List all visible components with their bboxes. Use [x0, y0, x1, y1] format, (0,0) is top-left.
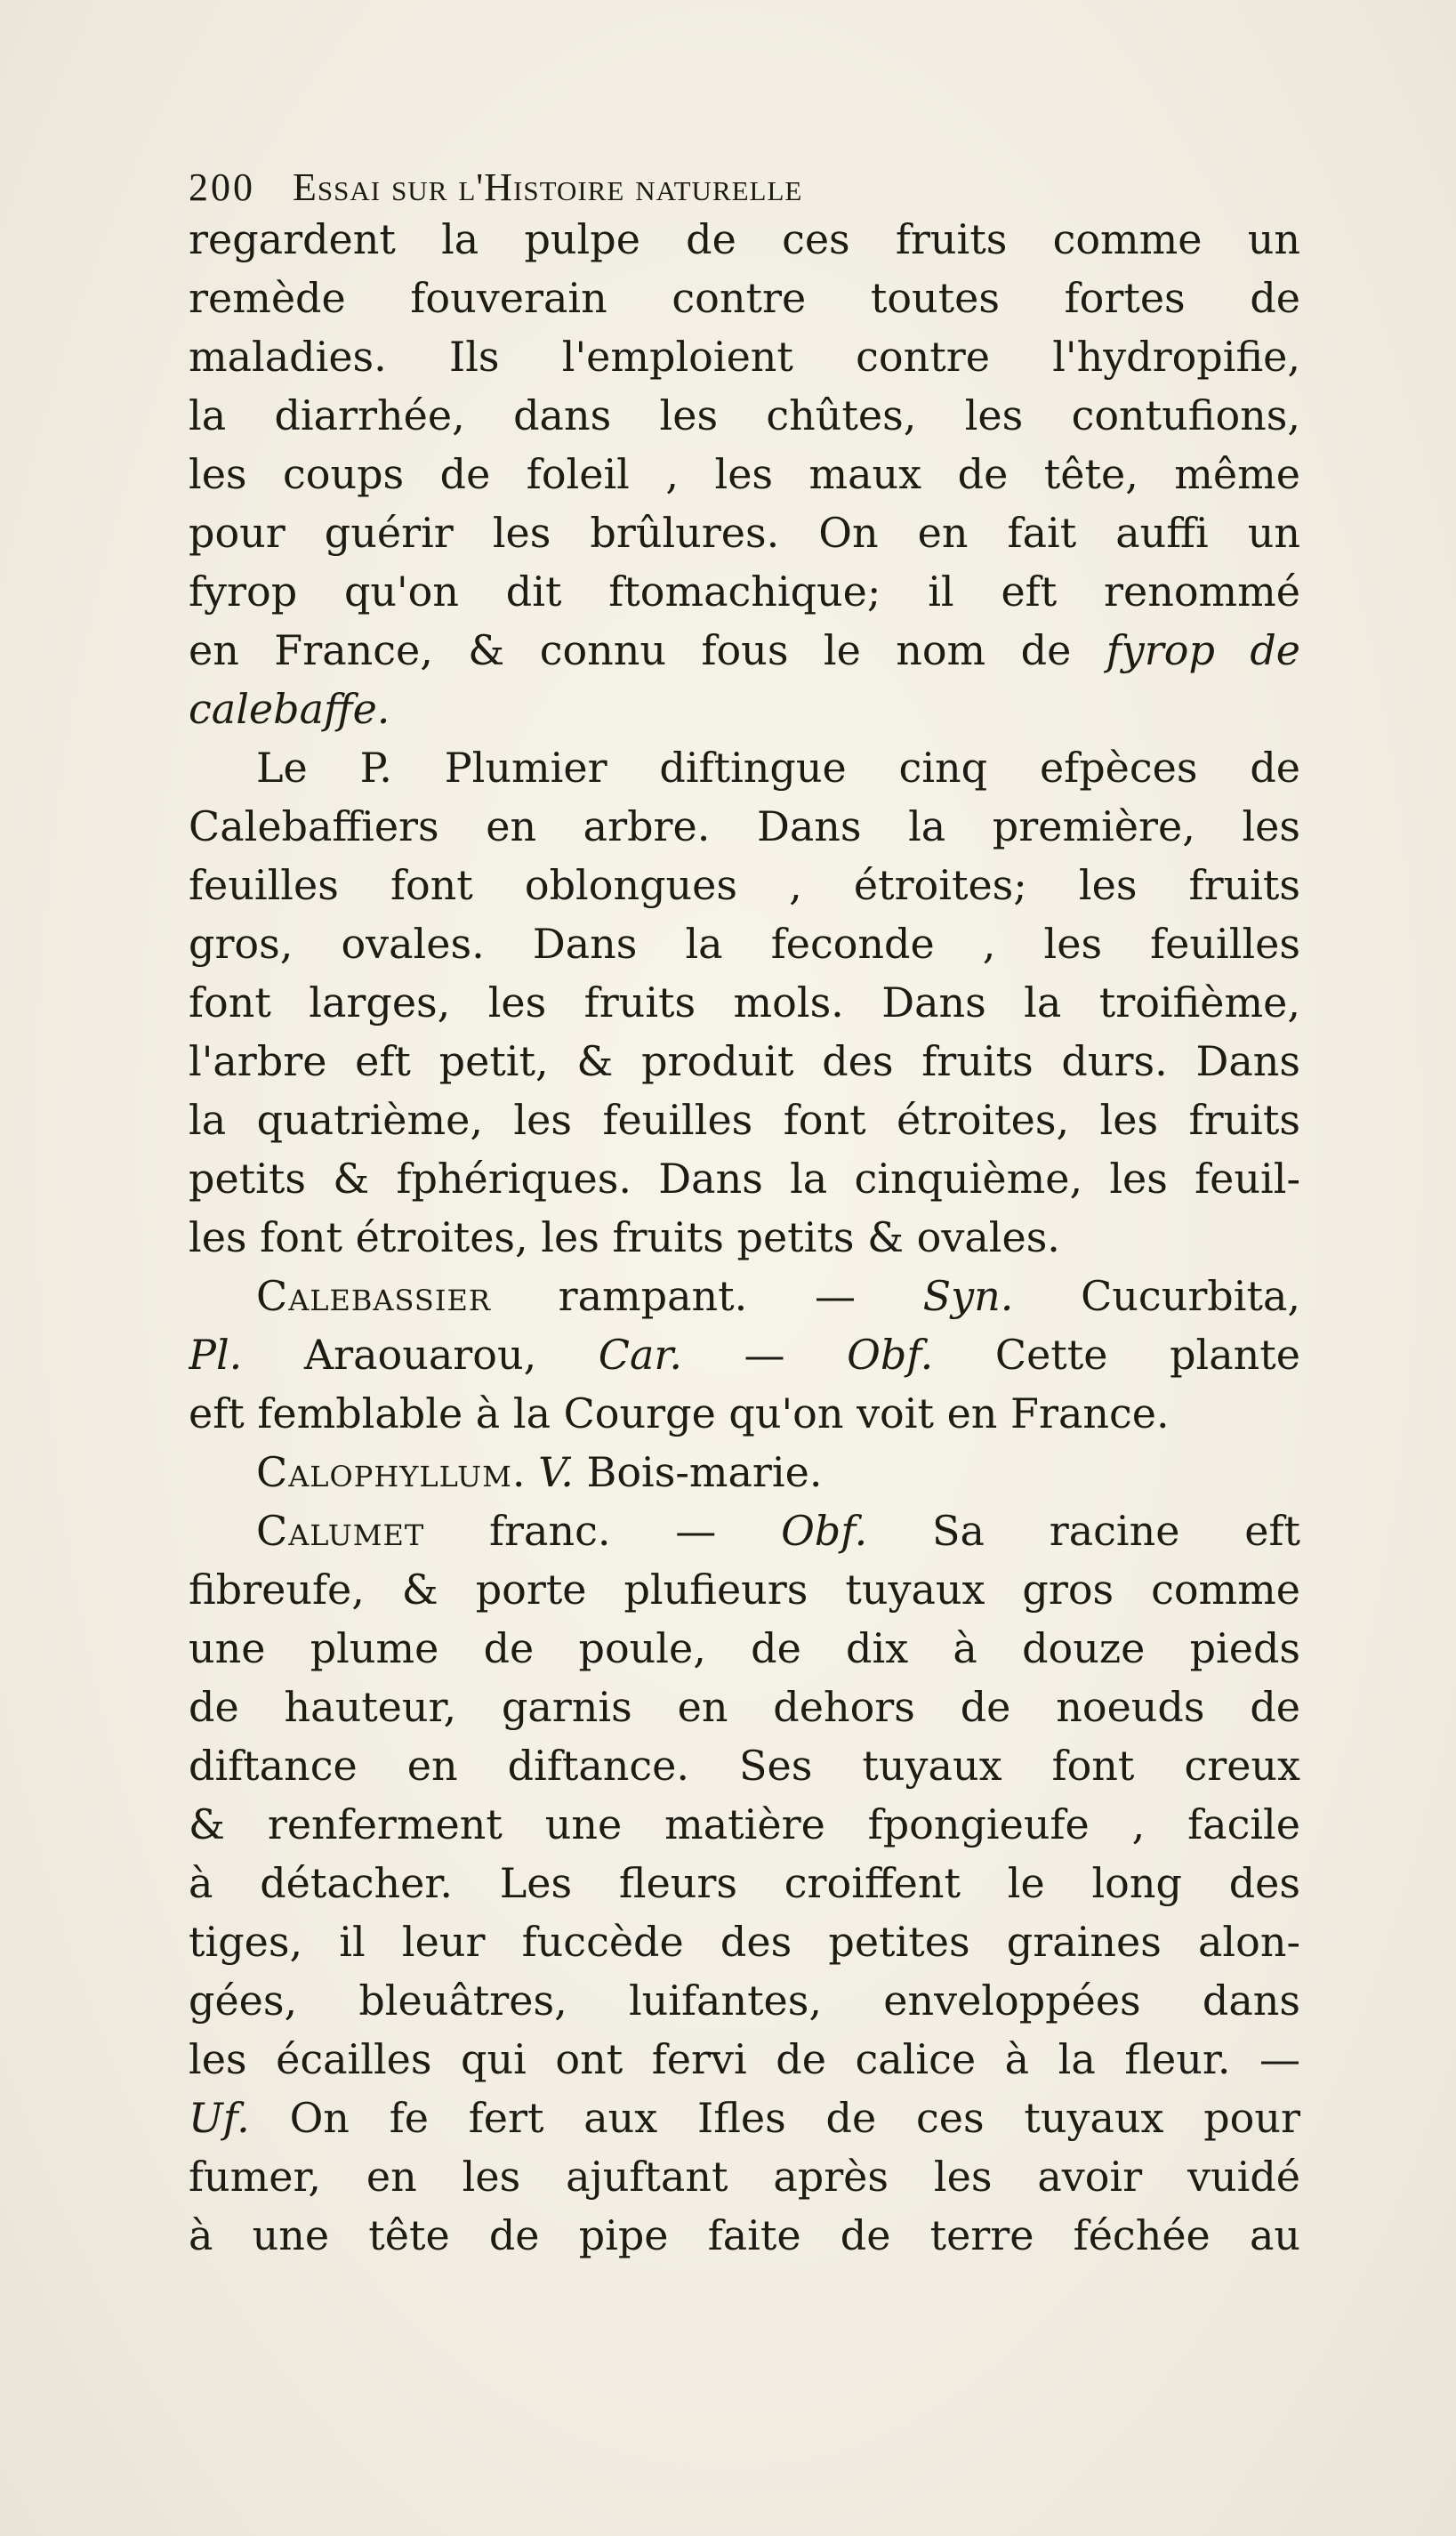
text-line [189, 621, 1300, 680]
text-line [189, 1325, 1300, 1384]
text-segment: regardent la pulpe de ces fruits comme un [189, 215, 1300, 263]
text-segment: à détacher. Les fleurs croiffent le long des [189, 1859, 1300, 1907]
text-segment: Calebaffiers en arbre. Dans la première, les [189, 802, 1300, 850]
text-line [189, 1736, 1300, 1795]
text-segment: fyrop de [1106, 626, 1300, 674]
text-segment: . [511, 1448, 539, 1496]
text-line [189, 1678, 1300, 1736]
text-segment: Obf. [847, 1331, 934, 1379]
text-line [189, 2030, 1300, 2089]
text-line [189, 680, 1300, 738]
text-line [189, 210, 1300, 269]
text-line [189, 856, 1300, 914]
text-segment: fumer, en les ajuftant après les avoir vuidé [189, 2153, 1300, 2201]
text-segment: l'arbre eft petit, & produit des fruits durs. Dans [189, 1037, 1300, 1085]
text-segment: les coups de foleil , les maux de tête, même [189, 450, 1300, 498]
text-segment: Le P. Plumier diftingue cinq efpèces de [256, 744, 1300, 792]
running-header [189, 165, 1300, 210]
text-line [189, 1032, 1300, 1091]
text-line [189, 1501, 1300, 1560]
text-segment: diftance en diftance. Ses tuyaux font creux [189, 1742, 1300, 1790]
text-segment: Cette plante [933, 1331, 1300, 1379]
text-segment: maladies. Ils l'emploient contre l'hydropifie, [189, 333, 1300, 381]
text-segment: Calophyllum [256, 1448, 512, 1496]
text-line [189, 1208, 1300, 1267]
text-segment: les écailles qui ont fervi de calice à la fleur. — [189, 2035, 1300, 2083]
text-line [189, 2206, 1300, 2265]
text-segment: la diarrhée, dans les chûtes, les contufions, [189, 391, 1300, 439]
text-line [189, 562, 1300, 621]
text-line [189, 1384, 1300, 1443]
text-segment: tiges, il leur fuccède des petites graines alon- [189, 1918, 1300, 1966]
text-line [189, 1912, 1300, 1971]
text-segment: eft femblable à la Courge qu'on voit en France. [189, 1389, 1170, 1437]
text-line [189, 1443, 1300, 1501]
text-segment: Calumet [256, 1507, 425, 1555]
text-segment: Araouarou, [242, 1331, 599, 1379]
text-line [189, 1854, 1300, 1912]
text-line [189, 1560, 1300, 1619]
text-segment: gées, bleuâtres, luifantes, enveloppées dans [189, 1976, 1300, 2025]
text-segment: Syn. [922, 1272, 1014, 1320]
text-line [189, 973, 1300, 1032]
text-line [189, 445, 1300, 503]
text-segment: V. [538, 1448, 574, 1496]
text-segment: Uf. [189, 2094, 250, 2142]
text-line [189, 914, 1300, 973]
text-segment: Car. [598, 1331, 682, 1379]
text-segment: & renferment une matière fpongieufe , facile [189, 1800, 1300, 1848]
text-line [189, 1619, 1300, 1678]
text-line [189, 1267, 1300, 1325]
text-segment: gros, ovales. Dans la feconde , les feuilles [189, 920, 1300, 968]
text-line [189, 1091, 1300, 1149]
text-segment: une plume de poule, de dix à douze pieds [189, 1624, 1300, 1672]
text-segment: remède fouverain contre toutes fortes de [189, 274, 1300, 322]
text-segment: de hauteur, garnis en dehors de noeuds de [189, 1683, 1300, 1731]
text-line [189, 2089, 1300, 2147]
text-line [189, 269, 1300, 327]
text-segment: Calebassier [256, 1272, 491, 1320]
text-segment: Bois-marie. [573, 1448, 823, 1496]
text-segment: On fe fert aux Ifles de ces tuyaux pour [249, 2094, 1300, 2142]
body-text [189, 210, 1300, 2265]
text-line [189, 1971, 1300, 2030]
text-line [189, 738, 1300, 797]
text-line [189, 1795, 1300, 1854]
text-segment: fibreufe, & porte plufieurs tuyaux gros comme [189, 1566, 1300, 1614]
text-segment: calebaffe. [189, 685, 390, 733]
text-segment: feuilles font oblongues , étroites; les fruits [189, 861, 1300, 909]
text-line [189, 1149, 1300, 1208]
text-segment: Sa racine eft [867, 1507, 1300, 1555]
text-segment: — [681, 1331, 848, 1379]
text-segment: petits & fphériques. Dans la cinquième, les feuil- [189, 1155, 1300, 1203]
running-title: Essai sur l'Histoire naturelle [293, 165, 803, 209]
text-segment: rampant. — [490, 1272, 923, 1320]
text-segment: les font étroites, les fruits petits & ovales. [189, 1213, 1060, 1261]
text-segment: à une tête de pipe faite de terre féchée au [189, 2211, 1300, 2259]
text-segment: Pl. [189, 1331, 243, 1379]
page-text [189, 165, 1300, 2265]
text-segment: fyrop qu'on dit ftomachique; il eft renommé [189, 568, 1300, 616]
text-line [189, 386, 1300, 445]
text-segment: pour guérir les brûlures. On en fait auffi un [189, 509, 1300, 557]
text-segment: font larges, les fruits mols. Dans la troifième, [189, 978, 1300, 1026]
text-line [189, 2147, 1300, 2206]
text-segment: en France, & connu fous le nom de [189, 626, 1106, 674]
text-segment: franc. — [424, 1507, 782, 1555]
text-segment: Obf. [781, 1507, 868, 1555]
text-line [189, 503, 1300, 562]
page-number: 200 [189, 165, 255, 209]
text-segment: Cucurbita, [1013, 1272, 1300, 1320]
text-segment: la quatrième, les feuilles font étroites, les fruits [189, 1096, 1300, 1144]
text-line [189, 327, 1300, 386]
text-line [189, 797, 1300, 856]
